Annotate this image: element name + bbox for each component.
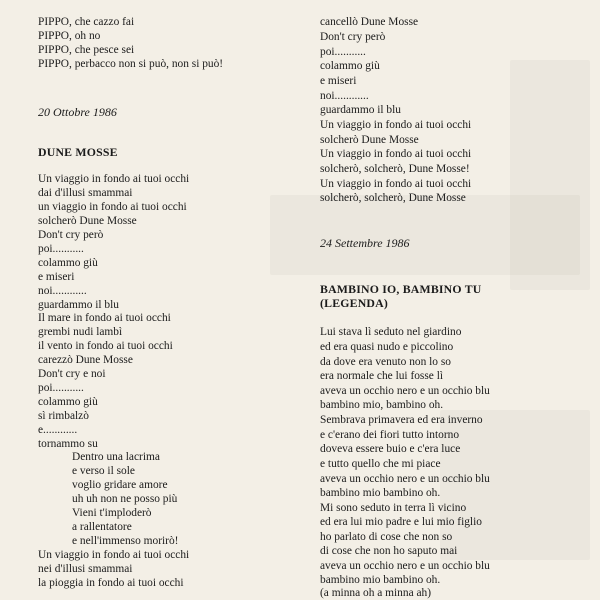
lyric-line: aveva un occhio nero e un occhio blu: [320, 385, 490, 397]
song-subtitle: (LEGENDA): [320, 296, 388, 310]
lyric-line: carezzò Dune Mosse: [38, 354, 133, 367]
lyric-line: bambino mio bambino oh.: [320, 574, 441, 586]
lyric-line: ed era quasi nudo e piccolino: [320, 341, 454, 353]
lyric-line: solcherò Dune Mosse: [320, 134, 419, 146]
lyric-line: noi............: [320, 90, 369, 102]
lyric-line: colammo giù: [38, 256, 98, 269]
lyric-line: ed era lui mio padre e lui mio figlio: [320, 516, 482, 528]
lyric-line: e miseri: [320, 75, 357, 87]
indented-lyric-line: e verso il sole: [72, 465, 135, 478]
song-date: 20 Ottobre 1986: [38, 104, 117, 119]
lyric-line: Un viaggio in fondo ai tuoi occhi: [38, 548, 190, 561]
indented-lyric-line: e nell'immenso morirò!: [72, 534, 179, 547]
lyric-line: Un viaggio in fondo ai tuoi occhi: [320, 119, 472, 131]
lyric-line: Don't cry però: [38, 229, 104, 241]
lyric-line: cancellò Dune Mosse: [320, 16, 419, 28]
intro-line: PIPPO, che pesce sei: [38, 43, 135, 56]
indented-lyric-line: uh uh non ne posso più: [72, 493, 178, 506]
lyric-line: un viaggio in fondo ai tuoi occhi: [38, 201, 187, 214]
lyric-line: noi............: [38, 284, 87, 297]
show-through-block: [510, 60, 590, 290]
lyric-line: Un viaggio in fondo ai tuoi occhi: [320, 148, 472, 160]
lyric-line: tornammo su: [38, 437, 98, 450]
lyric-line: Un viaggio in fondo ai tuoi occhi: [320, 178, 472, 190]
lyric-line: poi...........: [38, 242, 84, 255]
lyric-line: colammo giù: [320, 60, 380, 72]
lyric-line: solcherò, solcherò, Dune Mosse!: [320, 163, 470, 175]
lyric-line: guardammo il blu: [38, 298, 119, 311]
lyric-line: e tutto quello che mi piace: [320, 458, 441, 470]
song-title: BAMBINO IO, BAMBINO TU: [320, 282, 482, 296]
lyric-line: Lui stava lì seduto nel giardino: [320, 326, 462, 338]
lyric-line: era normale che lui fosse lì: [320, 370, 444, 382]
lyric-line: aveva un occhio nero e un occhio blu: [320, 473, 490, 485]
lyric-line: doveva essere buio e c'era luce: [320, 443, 461, 455]
lyric-line: guardammo il blu: [320, 104, 401, 116]
lyric-line: (a minna oh a minna ah): [320, 587, 432, 599]
lyric-line: Don't cry però: [320, 31, 386, 43]
lyric-line: Don't cry e noi: [38, 368, 106, 380]
lyric-line: Sembrava primavera ed era inverno: [320, 414, 483, 426]
lyric-line: colammo giù: [38, 395, 98, 408]
lyric-line: poi...........: [320, 46, 366, 58]
indented-lyric-line: voglio gridare amore: [72, 479, 168, 492]
lyric-line: aveva un occhio nero e un occhio blu: [320, 560, 490, 572]
song-title: DUNE MOSSE: [38, 144, 118, 159]
lyric-line: dai d'illusi smammai: [38, 187, 133, 200]
lyric-line: bambino mio, bambino oh.: [320, 399, 444, 411]
intro-line: PIPPO, che cazzo fai: [38, 16, 135, 28]
lyric-line: la pioggia in fondo ai tuoi occhi: [38, 576, 184, 589]
lyric-line: e............: [38, 423, 78, 436]
song-date: 24 Settembre 1986: [320, 236, 410, 250]
lyric-line: nei d'illusi smammai: [38, 562, 133, 575]
lyric-line: grembi nudi lambì: [38, 326, 123, 339]
lyric-line: Mi sono seduto in terra lì vicino: [320, 502, 467, 514]
lyric-line: di cose che non ho saputo mai: [320, 545, 458, 557]
lyric-line: e c'erano dei fiori tutto intorno: [320, 429, 460, 441]
lyric-line: solcherò Dune Mosse: [38, 215, 137, 228]
lyric-line: bambino mio bambino oh.: [320, 487, 441, 499]
lyric-line: Un viaggio in fondo ai tuoi occhi: [38, 173, 190, 186]
lyric-line: Il mare in fondo ai tuoi occhi: [38, 312, 171, 325]
lyric-line: sì rimbalzò: [38, 409, 89, 422]
lyric-line: il vento in fondo ai tuoi occhi: [38, 340, 173, 353]
intro-line: PIPPO, oh no: [38, 29, 101, 42]
lyric-line: ho parlato di cose che non so: [320, 531, 453, 543]
lyric-line: da dove era venuto non lo so: [320, 356, 451, 368]
lyric-line: e miseri: [38, 270, 75, 283]
intro-line: PIPPO, perbacco non si può, non si può!: [38, 57, 224, 70]
indented-lyric-line: a rallentatore: [72, 520, 132, 533]
lyric-line: solcherò, solcherò, Dune Mosse: [320, 192, 466, 204]
lyric-line: poi...........: [38, 381, 84, 394]
indented-lyric-line: Vieni t'imploderò: [72, 507, 152, 519]
indented-lyric-line: Dentro una lacrima: [72, 451, 160, 464]
